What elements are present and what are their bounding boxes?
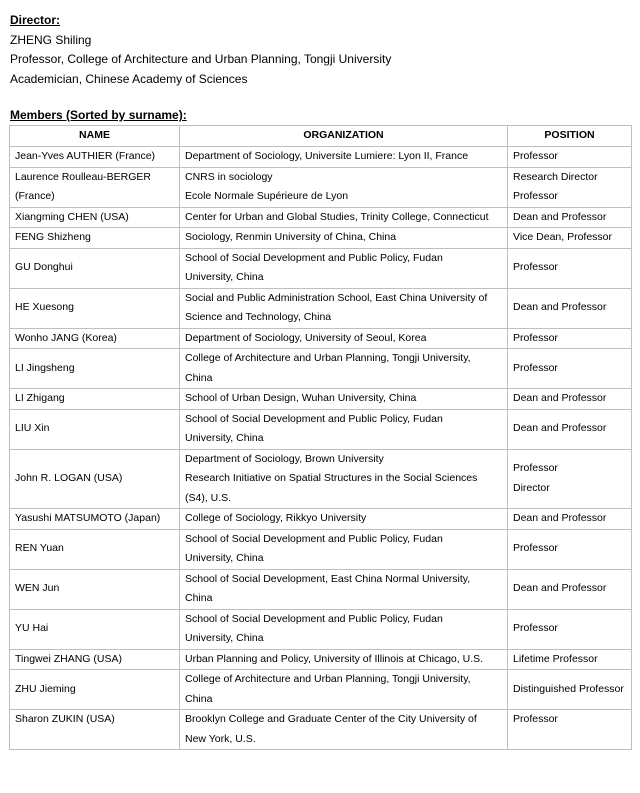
member-name-line: Laurence Roulleau-BERGER [15,170,151,183]
member-name-cell [10,710,180,750]
member-name-cell [10,670,180,710]
member-organization-line: Sociology, Renmin University of China, China [185,231,397,243]
member-name-line: WEN Jun [15,582,60,595]
member-organization-line: School of Social Development, East China Normal University, [185,572,471,585]
member-position-line: Dean and Professor [513,582,607,595]
table-header-row [10,126,632,147]
member-position-line: Professor [513,462,558,475]
table-row [10,649,632,670]
table-row [10,147,632,168]
member-position-line: Professor [513,622,558,635]
member-organization-line: CNRS in sociology [185,170,273,183]
member-organization-line: Social and Public Administration School, East China University of [185,291,488,304]
table-row [10,167,632,207]
member-organization-line: School of Social Development and Public Policy, Fudan [185,251,443,264]
member-organization-line: Department of Sociology, University of Seoul, Korea [185,331,427,344]
member-position-cell [508,409,632,449]
director-title: Professor, College of Architecture and Urban Planning, Tongji University [10,52,392,66]
member-organization-line: Urban Planning and Policy, University of Illinois at Chicago, U.S. [185,652,484,665]
member-position-line: Distinguished Professor [513,682,624,695]
member-position-cell [508,288,632,328]
member-organization-line: China [185,371,213,384]
member-name-line: LI Zhigang [15,392,65,404]
director-heading: Director: [10,13,61,27]
member-position-line: Director [513,481,550,494]
members-table-body [10,147,632,750]
members-heading: Members (Sorted by surname): [10,108,187,122]
member-organization-cell [180,167,508,207]
table-row [10,349,632,389]
member-name-line: LIU Xin [15,422,50,435]
table-row [10,389,632,410]
member-name-line: (France) [15,190,55,202]
table-row [10,409,632,449]
member-organization-cell [180,649,508,670]
member-organization-line: University, China [185,271,264,283]
member-organization-line: University, China [185,552,264,564]
member-organization-line: Research Initiative on Spatial Structures in the Social Sciences [185,472,478,484]
director-section [10,11,391,89]
member-name-line: Xiangming CHEN (USA) [15,210,129,223]
member-name-cell [10,349,180,389]
member-position-cell [508,328,632,349]
member-organization-line: College of Architecture and Urban Planning, Tongji University, [185,352,471,364]
member-position-line: Professor [513,190,558,202]
member-position-cell [508,167,632,207]
member-name-cell [10,509,180,530]
table-row [10,569,632,609]
members-table [9,125,632,750]
member-position-line: Professor [513,150,558,162]
member-position-cell [508,248,632,288]
member-name-cell [10,529,180,569]
member-organization-cell [180,288,508,328]
member-position-line: Dean and Professor [513,301,607,314]
member-organization-cell [180,670,508,710]
table-row [10,288,632,328]
table-row [10,529,632,569]
member-name-line: HE Xuesong [15,301,74,314]
member-organization-line: Science and Technology, China [185,311,332,323]
member-name-cell [10,649,180,670]
member-name-cell [10,147,180,168]
member-position-cell [508,670,632,710]
member-organization-cell [180,389,508,410]
member-position-line: Professor [513,542,558,555]
member-organization-cell [180,207,508,228]
member-position-cell [508,710,632,750]
member-name-line: Sharon ZUKIN (USA) [15,713,115,725]
column-header-organization: ORGANIZATION [180,126,508,147]
member-position-cell [508,449,632,509]
member-name-cell [10,409,180,449]
member-organization-line: Center for Urban and Global Studies, Trinity College, Connecticut [185,210,489,223]
member-organization-cell [180,228,508,249]
member-name-line: GU Donghui [15,261,73,274]
member-position-line: Dean and Professor [513,512,607,524]
member-organization-cell [180,349,508,389]
director-name: ZHENG Shiling [10,32,92,47]
member-name-cell [10,167,180,207]
director-honor: Academician, Chinese Academy of Sciences [10,71,248,86]
member-organization-cell [180,509,508,530]
table-row [10,670,632,710]
member-organization-cell [180,609,508,649]
member-position-line: Professor [513,261,558,274]
member-position-cell [508,349,632,389]
member-organization-cell [180,248,508,288]
member-organization-line: (S4), U.S. [185,491,232,504]
member-name-line: John R. LOGAN (USA) [15,472,123,484]
member-position-line: Research Director [513,170,598,183]
member-organization-line: New York, U.S. [185,732,256,745]
member-organization-line: School of Social Development and Public Policy, Fudan [185,412,443,425]
member-name-line: Jean-Yves AUTHIER (France) [15,150,156,162]
member-position-cell [508,228,632,249]
member-position-line: Dean and Professor [513,392,607,404]
member-name-line: LI Jingsheng [15,361,75,374]
member-name-line: ZHU Jieming [15,682,76,695]
member-organization-cell [180,529,508,569]
member-organization-line: Brooklyn College and Graduate Center of the City University of [185,713,477,725]
member-organization-cell [180,409,508,449]
member-position-cell [508,389,632,410]
member-name-cell [10,449,180,509]
table-row [10,509,632,530]
member-name-line: Yasushi MATSUMOTO (Japan) [15,512,161,524]
table-row [10,609,632,649]
member-position-line: Professor [513,331,558,344]
member-name-cell [10,248,180,288]
column-header-name: NAME [10,126,180,147]
table-row [10,248,632,288]
member-position-cell [508,207,632,228]
member-organization-cell [180,147,508,168]
member-organization-line: College of Architecture and Urban Planning, Tongji University, [185,673,471,685]
member-organization-line: Department of Sociology, Brown University [185,452,384,465]
member-organization-line: School of Social Development and Public Policy, Fudan [185,532,443,545]
table-row [10,228,632,249]
member-position-line: Vice Dean, Professor [513,231,613,243]
member-position-line: Professor [513,713,558,725]
member-organization-cell [180,710,508,750]
member-position-cell [508,609,632,649]
table-row [10,328,632,349]
member-name-cell [10,569,180,609]
column-header-position: POSITION [508,126,632,147]
member-organization-line: Department of Sociology, Universite Lumiere: Lyon II, France [185,150,469,162]
member-name-line: REN Yuan [15,542,64,555]
member-position-line: Dean and Professor [513,210,607,223]
member-name-cell [10,609,180,649]
member-position-cell [508,649,632,670]
member-position-cell [508,147,632,168]
member-name-cell [10,389,180,410]
member-organization-line: School of Urban Design, Wuhan University, China [185,392,417,404]
member-position-cell [508,529,632,569]
member-name-cell [10,328,180,349]
member-organization-line: University, China [185,432,264,444]
member-name-cell [10,207,180,228]
member-organization-line: Ecole Normale Supérieure de Lyon [185,190,349,202]
member-organization-line: College of Sociology, Rikkyo University [185,512,367,524]
member-name-line: Wonho JANG (Korea) [15,331,117,344]
member-name-line: YU Hai [15,622,49,635]
member-position-line: Lifetime Professor [513,652,598,665]
table-row [10,710,632,750]
member-position-line: Professor [513,361,558,374]
member-organization-cell [180,328,508,349]
member-organization-line: China [185,692,213,705]
table-row [10,449,632,509]
member-position-cell [508,509,632,530]
member-organization-line: School of Social Development and Public Policy, Fudan [185,612,443,625]
table-row [10,207,632,228]
member-name-line: Tingwei ZHANG (USA) [15,652,122,665]
member-organization-line: China [185,592,213,604]
member-name-cell [10,228,180,249]
member-name-cell [10,288,180,328]
member-position-line: Dean and Professor [513,422,607,435]
member-organization-cell [180,569,508,609]
member-organization-line: University, China [185,632,264,644]
member-position-cell [508,569,632,609]
member-name-line: FENG Shizheng [15,231,91,243]
member-organization-cell [180,449,508,509]
